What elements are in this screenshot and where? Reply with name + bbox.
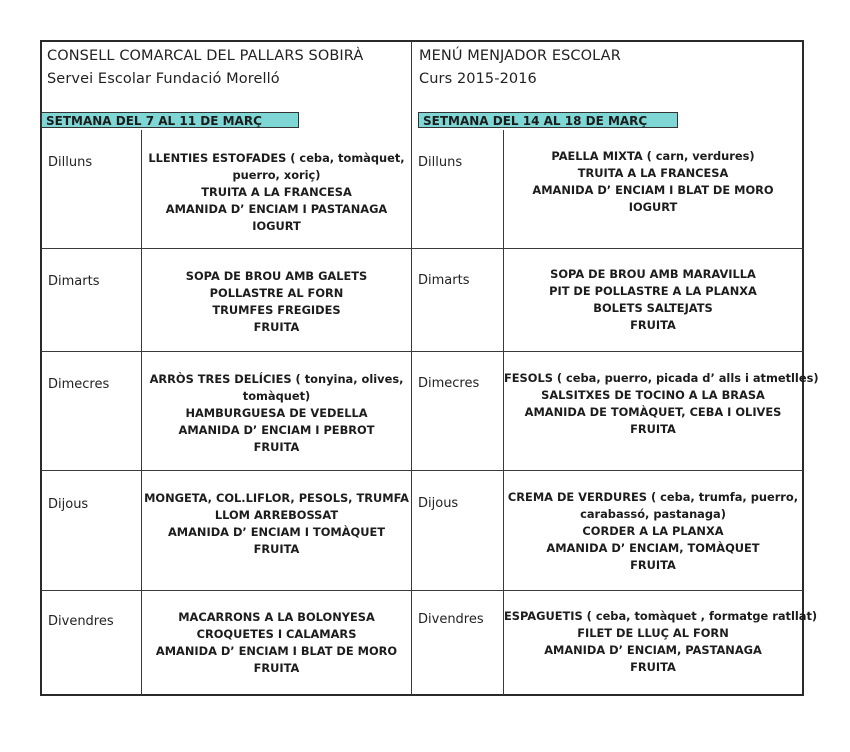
menu-title: MENÚ MENJADOR ESCOLAR [419,48,621,64]
day-label: Dimarts [48,274,100,289]
day-menu: MONGETA, COL.LIFLOR, PESOLS, TRUMFA LLOM ARREBOSSAT AMANIDA D’ ENCIAM I TOMÀQUET FRUITA [144,491,409,556]
day-label: Divendres [418,612,484,627]
school-year: Curs 2015-2016 [419,71,537,87]
day-menu: ESPAGUETIS ( ceba, tomàquet , formatge ratllat) FILET DE LLUÇ AL FORN AMANIDA D’ ENCIAM, PASTANAGA FRUITA [504,609,818,674]
grid-row-line [41,590,803,591]
day-label: Dimecres [48,377,110,392]
day-menu: SOPA DE BROU AMB MARAVILLA PIT DE POLLASTRE A LA PLANXA BOLETS SALTEJATS FRUITA [549,267,757,332]
week-label: SETMANA DEL 7 AL 11 DE MARÇ [41,112,299,128]
day-label: Dijous [48,497,89,512]
day-label: Dilluns [48,155,93,170]
day-menu: LLENTIES ESTOFADES ( ceba, tomàquet, puerro, xoriç) TRUITA A LA FRANCESA AMANIDA D’ ENCIAM I PASTANAGA IOGURT [148,151,405,233]
day-label: Dimecres [418,376,480,391]
day-label: Dijous [418,496,459,511]
day-label: Divendres [48,614,114,629]
org-name: CONSELL COMARCAL DEL PALLARS SOBIRÀ [47,48,364,64]
grid-row-line [41,470,803,471]
grid-row-line [41,248,803,249]
day-menu: MACARRONS A LA BOLONYESA CROQUETES I CALAMARS AMANIDA D’ ENCIAM I BLAT DE MORO FRUITA [155,610,398,675]
grid-row-line [41,351,803,352]
org-service: Servei Escolar Fundació Morelló [47,71,280,87]
day-label: Dimarts [418,273,470,288]
menu-header [419,45,621,91]
grid-divider-center [411,41,412,695]
menu-table [40,40,819,696]
day-menu: FESOLS ( ceba, puerro, picada d’ alls i atmetlles) SALSITXES DE TOCINO A LA BRASA AMANIDA DE TOMÀQUET, CEBA I OLIVES FRUITA [504,371,819,436]
day-label: Dilluns [418,155,463,170]
day-menu: CREMA DE VERDURES ( ceba, trumfa, puerro, carabassó, pastanaga) CORDER A LA PLANXA AMANIDA D’ ENCIAM, TOMÀQUET FRUITA [507,490,799,572]
day-menu: SOPA DE BROU AMB GALETS POLLASTRE AL FORN TRUMFES FREGIDES FRUITA [185,269,368,334]
week-label: SETMANA DEL 14 AL 18 DE MARÇ [418,112,678,128]
day-menu: ARRÒS TRES DELÍCIES ( tonyina, olives, tomàquet) HAMBURGUESA DE VEDELLA AMANIDA D’ ENCIAM I PEBROT FRUITA [149,372,404,454]
org-header [47,45,363,91]
day-menu: PAELLA MIXTA ( carn, verdures) TRUITA A LA FRANCESA AMANIDA D’ ENCIAM I BLAT DE MORO IOGURT [532,149,774,214]
